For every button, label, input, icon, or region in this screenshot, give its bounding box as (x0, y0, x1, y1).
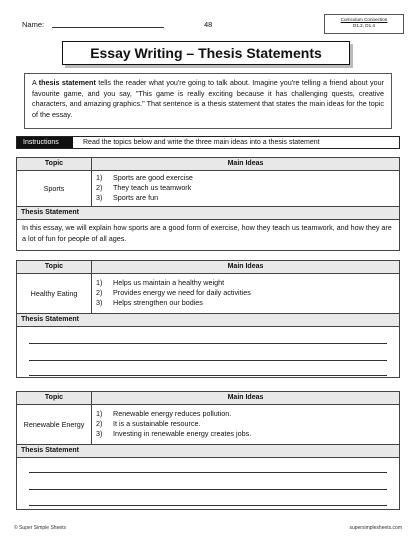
idea-number: 2) (96, 288, 103, 297)
list-item (96, 183, 399, 193)
list-item (96, 193, 399, 203)
intro-term: thesis statement (38, 78, 96, 87)
footer-copyright: © Super Simple Sheets (14, 525, 67, 531)
topic-block-renewable-energy (16, 391, 400, 510)
topic-header: Topic (44, 160, 64, 167)
main-ideas-header: Main Ideas (91, 158, 399, 170)
idea-number: 2) (96, 183, 103, 192)
page-number: 48 (204, 20, 213, 29)
idea-text: Renewable energy reduces pollution. (113, 409, 232, 418)
list-item (96, 298, 399, 308)
topic-cell: Renewable Energy (23, 419, 85, 429)
writing-line[interactable] (29, 489, 387, 490)
idea-text: Helps us maintain a healthy weight (113, 278, 225, 287)
curriculum-connection-box (324, 14, 404, 34)
worksheet-header (14, 14, 404, 34)
topic-cell: Sports (43, 183, 65, 193)
idea-text: They teach us teamwork (113, 183, 192, 192)
idea-text: Helps strengthen our bodies (113, 298, 203, 307)
thesis-header: Thesis Statement (17, 207, 399, 220)
thesis-header: Thesis Statement (17, 314, 399, 327)
idea-number: 1) (96, 409, 103, 418)
writing-line[interactable] (29, 505, 387, 506)
list-item (96, 288, 399, 298)
table-header (17, 158, 399, 171)
ideas-cell (91, 274, 399, 313)
main-ideas-header: Main Ideas (91, 261, 399, 273)
writing-line[interactable] (29, 472, 387, 473)
list-item (96, 278, 399, 288)
idea-number: 3) (96, 193, 103, 202)
footer-website: supersimplesheets.com (349, 525, 402, 531)
ideas-cell (91, 405, 399, 444)
intro-paragraph (24, 73, 392, 129)
idea-text: Investing in renewable energy creates jobs. (113, 429, 252, 438)
page-title: Essay Writing – Thesis Statements (62, 41, 350, 65)
list-item (96, 173, 399, 183)
idea-number: 1) (96, 278, 103, 287)
list-item (96, 409, 399, 419)
topic-cell: Healthy Eating (30, 288, 78, 298)
curriculum-title: Curriculum Connection (340, 17, 388, 22)
ideas-cell (91, 171, 399, 206)
thesis-text: In this essay, we will explain how sports are a good form of exercise, how they teach us teamwork, and how they are a lot of fun for people of all ages. (22, 223, 392, 243)
instructions-bar (16, 136, 400, 149)
idea-number: 3) (96, 298, 103, 307)
instructions-label: Instructions (17, 137, 73, 148)
idea-text: Sports are good exercise (113, 173, 193, 182)
idea-text: Sports are fun (113, 193, 159, 202)
idea-number: 3) (96, 429, 103, 438)
name-label: Name: (22, 20, 45, 29)
thesis-header: Thesis Statement (17, 445, 399, 458)
idea-text: It is a sustainable resource. (113, 419, 201, 428)
intro-lead: A (32, 78, 39, 87)
name-input-line[interactable] (52, 27, 164, 28)
writing-line[interactable] (29, 375, 387, 376)
intro-text: tells the reader what you're going to talk about. Imagine you're telling a friend about your favourite game, and you say, "This game is really exciting because it has challenging quests, creative characters, and amazing graphics." That sentence is a thesis statement that states the main ideas for the topic of the essay. (32, 78, 384, 119)
instructions-text: Read the topics below and write the three main ideas into a thesis statement (83, 139, 320, 146)
curriculum-codes: D1.2, D1.4 (353, 23, 375, 28)
idea-text: Provides energy we need for daily activities (113, 288, 251, 297)
list-item (96, 429, 399, 439)
table-header (17, 392, 399, 405)
idea-number: 2) (96, 419, 103, 428)
writing-line[interactable] (29, 343, 387, 344)
list-item (96, 419, 399, 429)
topic-block-healthy-eating (16, 260, 400, 378)
topic-header: Topic (44, 394, 64, 401)
topic-header: Topic (44, 263, 64, 270)
main-ideas-header: Main Ideas (91, 392, 399, 404)
table-row (17, 405, 399, 445)
table-row (17, 274, 399, 314)
topic-block-sports (16, 157, 400, 251)
table-header (17, 261, 399, 274)
writing-line[interactable] (29, 360, 387, 361)
table-row (17, 171, 399, 207)
idea-number: 1) (96, 173, 103, 182)
